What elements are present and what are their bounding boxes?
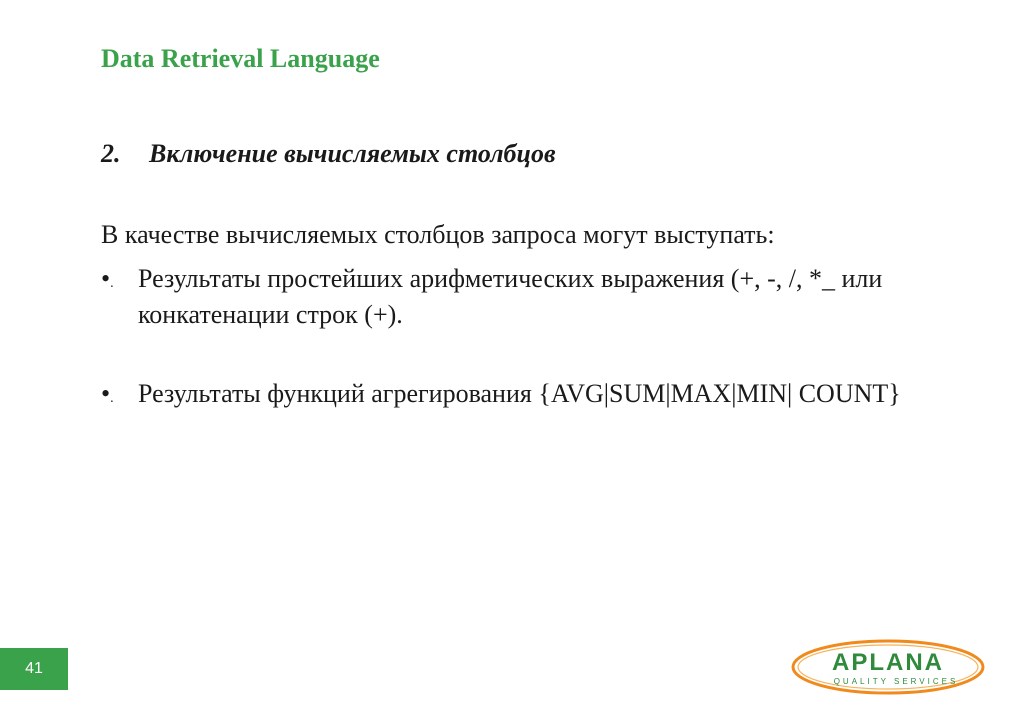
section-heading-text: Включение вычисляемых столбцов	[149, 139, 556, 168]
logo-tagline: QUALITY SERVICES	[833, 677, 959, 686]
section-number: 2.	[101, 139, 121, 168]
logo-name: APLANA	[832, 649, 944, 676]
page-number-badge: 41	[0, 648, 68, 690]
intro-text: В качестве вычисляемых столбцов запроса могут выступать:	[101, 220, 775, 249]
aplana-logo-icon	[790, 638, 986, 696]
bullet-item	[101, 261, 981, 333]
section-heading	[101, 139, 556, 169]
slide-title: Data Retrieval Language	[101, 44, 380, 73]
bullet-text: Результаты функций агрегирования {AVG|SUM|MAX|MIN| COUNT}	[138, 379, 901, 408]
bullet-text: Результаты простейших арифметических выражения (+, -, /, *_ или конкатенации строк (+).	[138, 264, 883, 329]
bullet-item	[101, 376, 981, 412]
bullet-icon: •.	[101, 379, 114, 408]
bullet-icon: •.	[101, 264, 114, 293]
